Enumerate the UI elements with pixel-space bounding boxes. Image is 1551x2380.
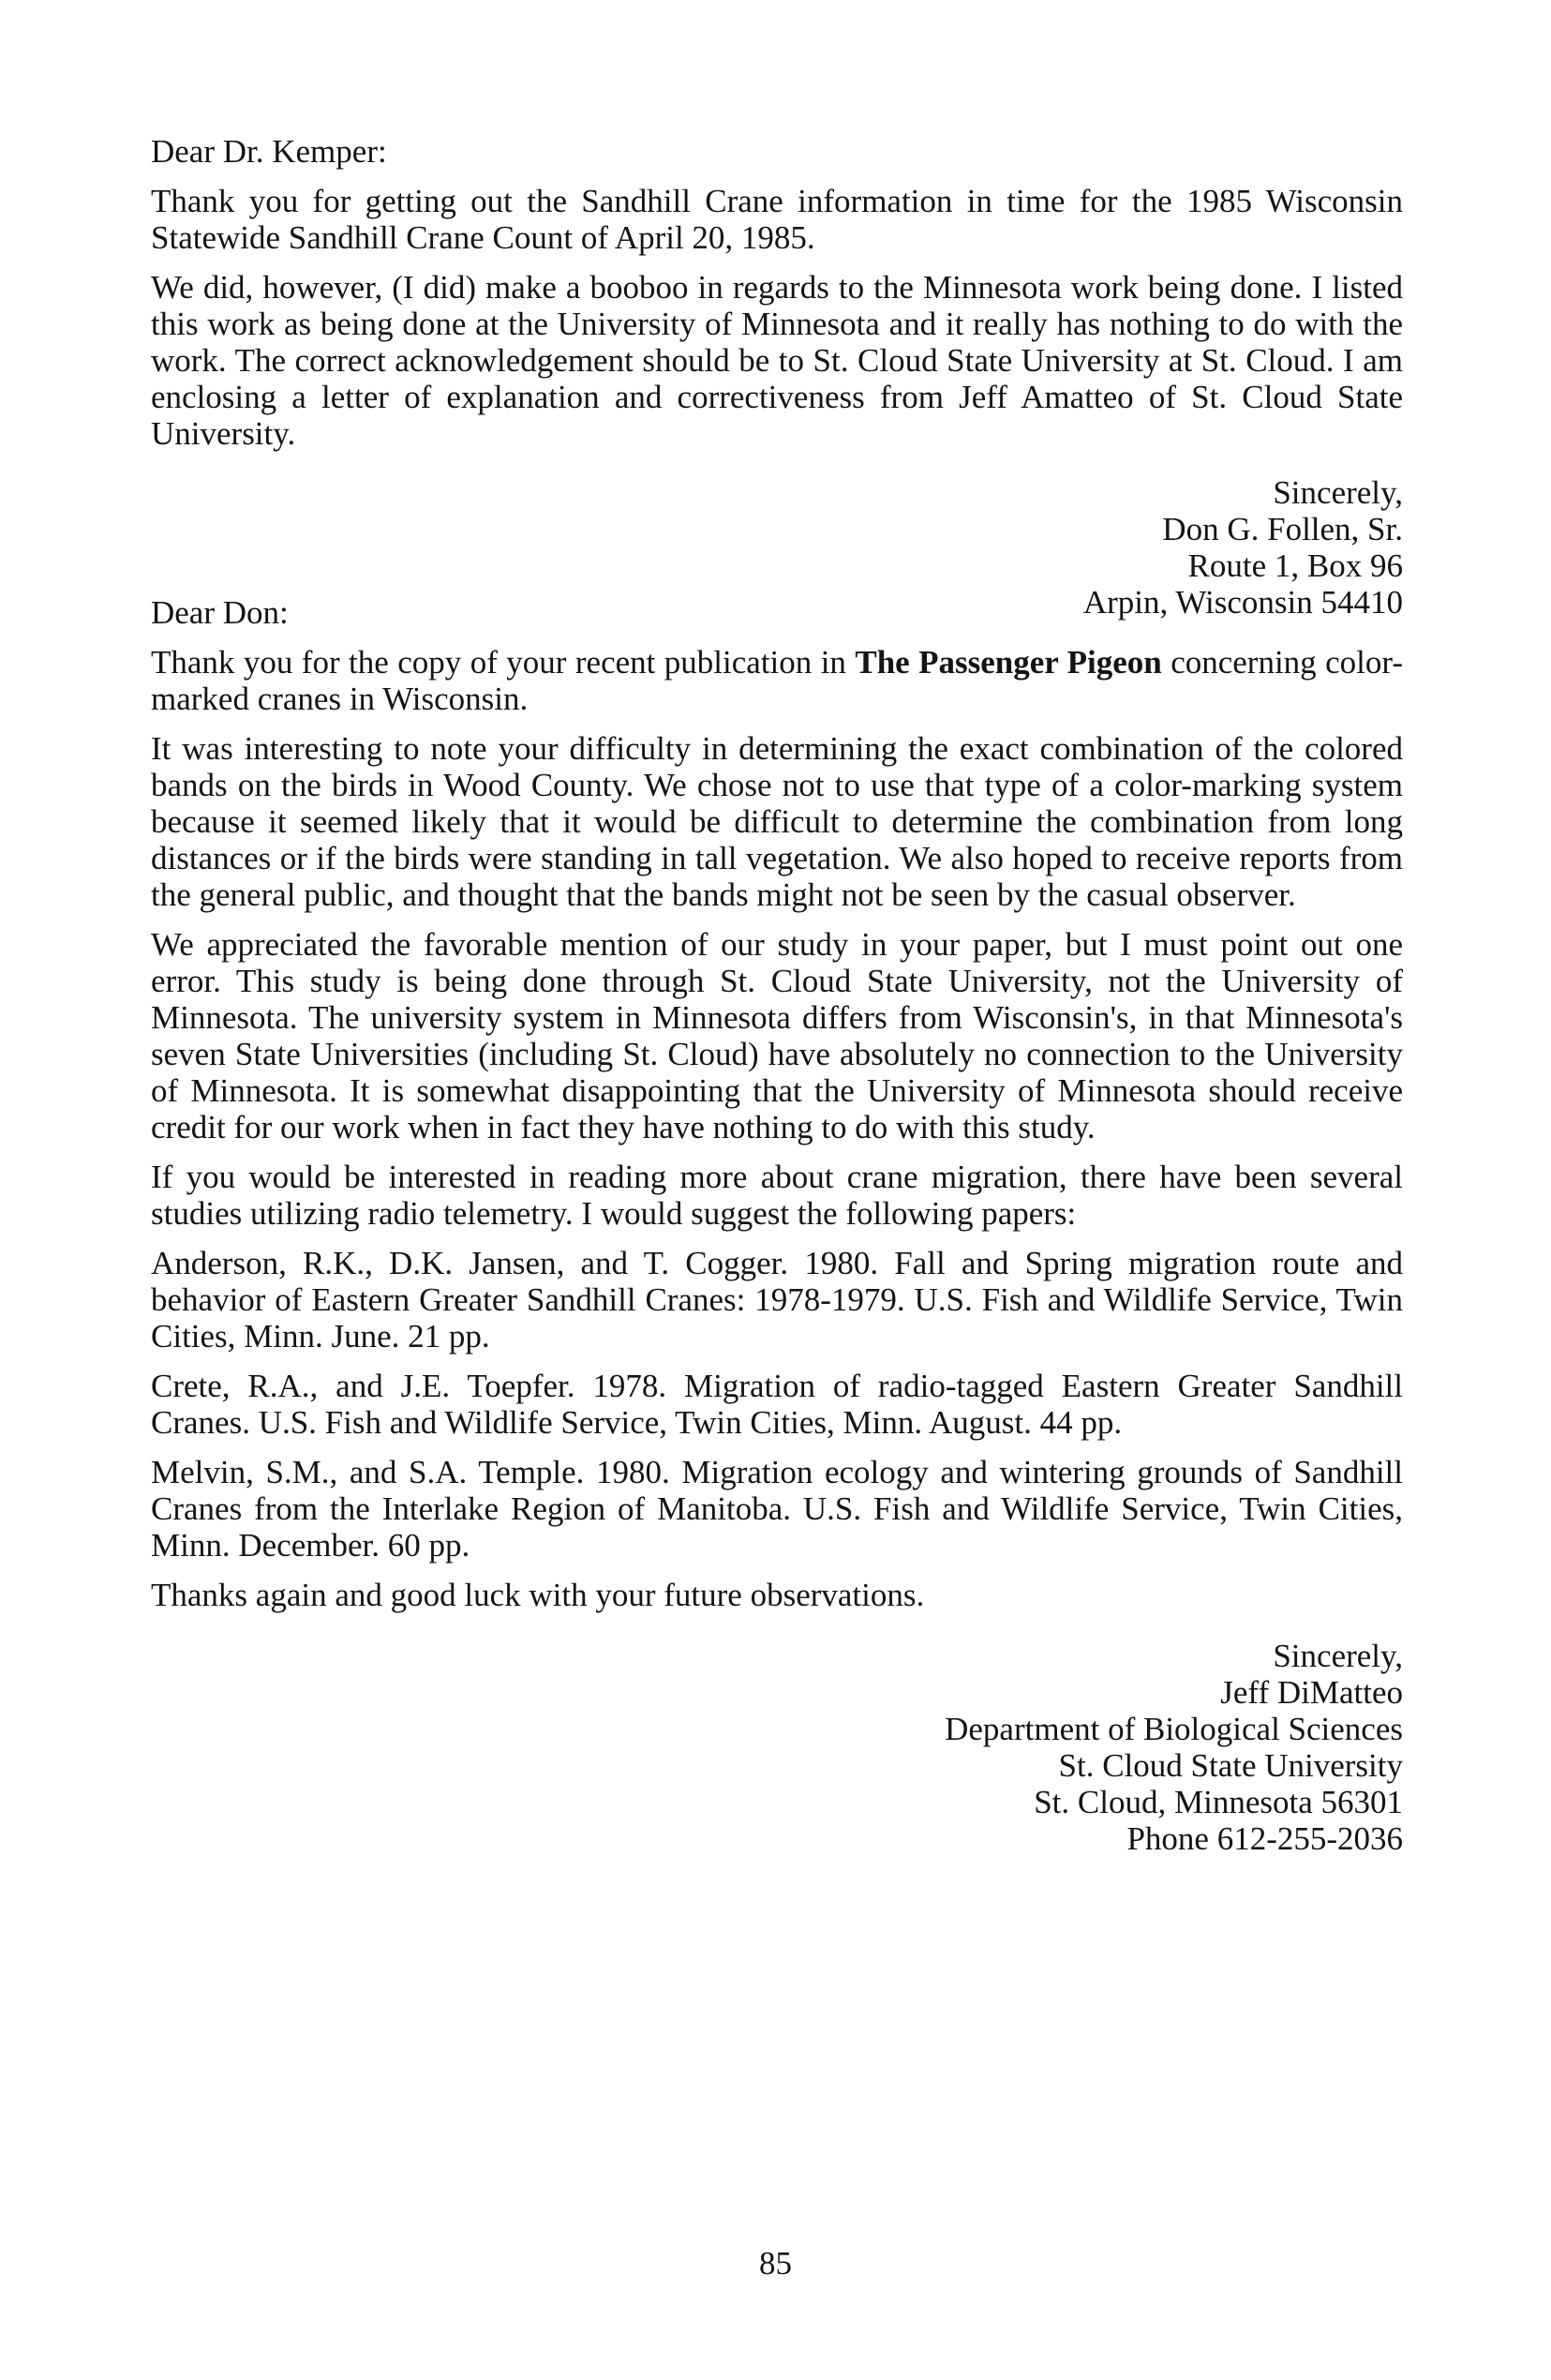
reference-entry: Melvin, S.M., and S.A. Temple. 1980. Migration ecology and wintering grounds of Sandhill Cranes from the Interlake Region of Manitoba. U.S. Fish and Wildlife Service, Twin Cities, Minn. December. 60 pp. xyxy=(151,1454,1403,1564)
letter2-closing-line: Thanks again and good luck with your future observations. xyxy=(151,1577,925,1613)
signature-closing: Sincerely, xyxy=(1273,474,1403,511)
publication-title: The Passenger Pigeon xyxy=(855,644,1162,681)
letter1-paragraph: We did, however, (I did) make a booboo in regards to the Minnesota work being done. I listed this work as being done at the University of Minnesota and it really has nothing to do with the work. The correct acknowledgement should be to St. Cloud State University at St. Cloud. I am enclosing a letter of explanation and correctiveness from Jeff Amatteo of St. Cloud State University. xyxy=(151,269,1403,452)
letter2-paragraph xyxy=(151,644,1403,717)
reference-entry: Anderson, R.K., D.K. Jansen, and T. Cogger. 1980. Fall and Spring migration route and behavior of Eastern Greater Sandhill Cranes: 1978-1979. U.S. Fish and Wildlife Service, Twin Cities, Minn. June. 21 pp. xyxy=(151,1245,1403,1355)
document-page xyxy=(151,133,1403,1857)
paragraph-text: concerning color-marked cranes in Wisconsin. xyxy=(151,644,1403,717)
signature-address-line: Route 1, Box 96 xyxy=(1187,547,1403,584)
signature-university: St. Cloud State University xyxy=(1058,1747,1403,1784)
signature-phone: Phone 612-255-2036 xyxy=(1126,1820,1403,1857)
signature-name: Jeff DiMatteo xyxy=(1220,1674,1403,1711)
page-number: 85 xyxy=(759,2245,792,2282)
signature-department: Department of Biological Sciences xyxy=(945,1711,1403,1747)
signature-name: Don G. Follen, Sr. xyxy=(1162,511,1403,547)
signature-city: St. Cloud, Minnesota 56301 xyxy=(1034,1784,1403,1820)
letter1-salutation: Dear Dr. Kemper: xyxy=(151,133,387,170)
reference-entry: Crete, R.A., and J.E. Toepfer. 1978. Migration of radio-tagged Eastern Greater Sandhill Cranes. U.S. Fish and Wildlife Service, Twin Cities, Minn. August. 44 pp. xyxy=(151,1368,1403,1441)
letter2-paragraph: It was interesting to note your difficulty in determining the exact combination of the colored bands on the birds in Wood County. We chose not to use that type of a color-marking system because it seemed likely that it would be difficult to determine the combination from long distances or if the birds were standing in tall vegetation. We also hoped to receive reports from the general public, and thought that the bands might not be seen by the casual observer. xyxy=(151,730,1403,913)
signature-address-line: Arpin, Wisconsin 54410 xyxy=(1082,584,1403,621)
letter2-paragraph: We appreciated the favorable mention of our study in your paper, but I must point out one error. This study is being done through St. Cloud State University, not the University of Minnesota. The university system in Minnesota differs from Wisconsin's, in that Minnesota's seven State Universities (including St. Cloud) have absolutely no connection to the University of Minnesota. It is somewhat disappointing that the University of Minnesota should receive credit for our work when in fact they have nothing to do with this study. xyxy=(151,926,1403,1145)
paragraph-text: Thank you for the copy of your recent publication in xyxy=(151,644,856,681)
letter2-salutation: Dear Don: xyxy=(151,594,289,631)
letter1-paragraph: Thank you for getting out the Sandhill Crane information in time for the 1985 Wisconsin Statewide Sandhill Crane Count of April 20, 1985. xyxy=(151,183,1403,256)
letter2-paragraph: If you would be interested in reading more about crane migration, there have been several studies utilizing radio telemetry. I would suggest the following papers: xyxy=(151,1159,1403,1232)
signature-closing: Sincerely, xyxy=(1273,1638,1403,1674)
letter2-signature xyxy=(151,1638,1403,1857)
